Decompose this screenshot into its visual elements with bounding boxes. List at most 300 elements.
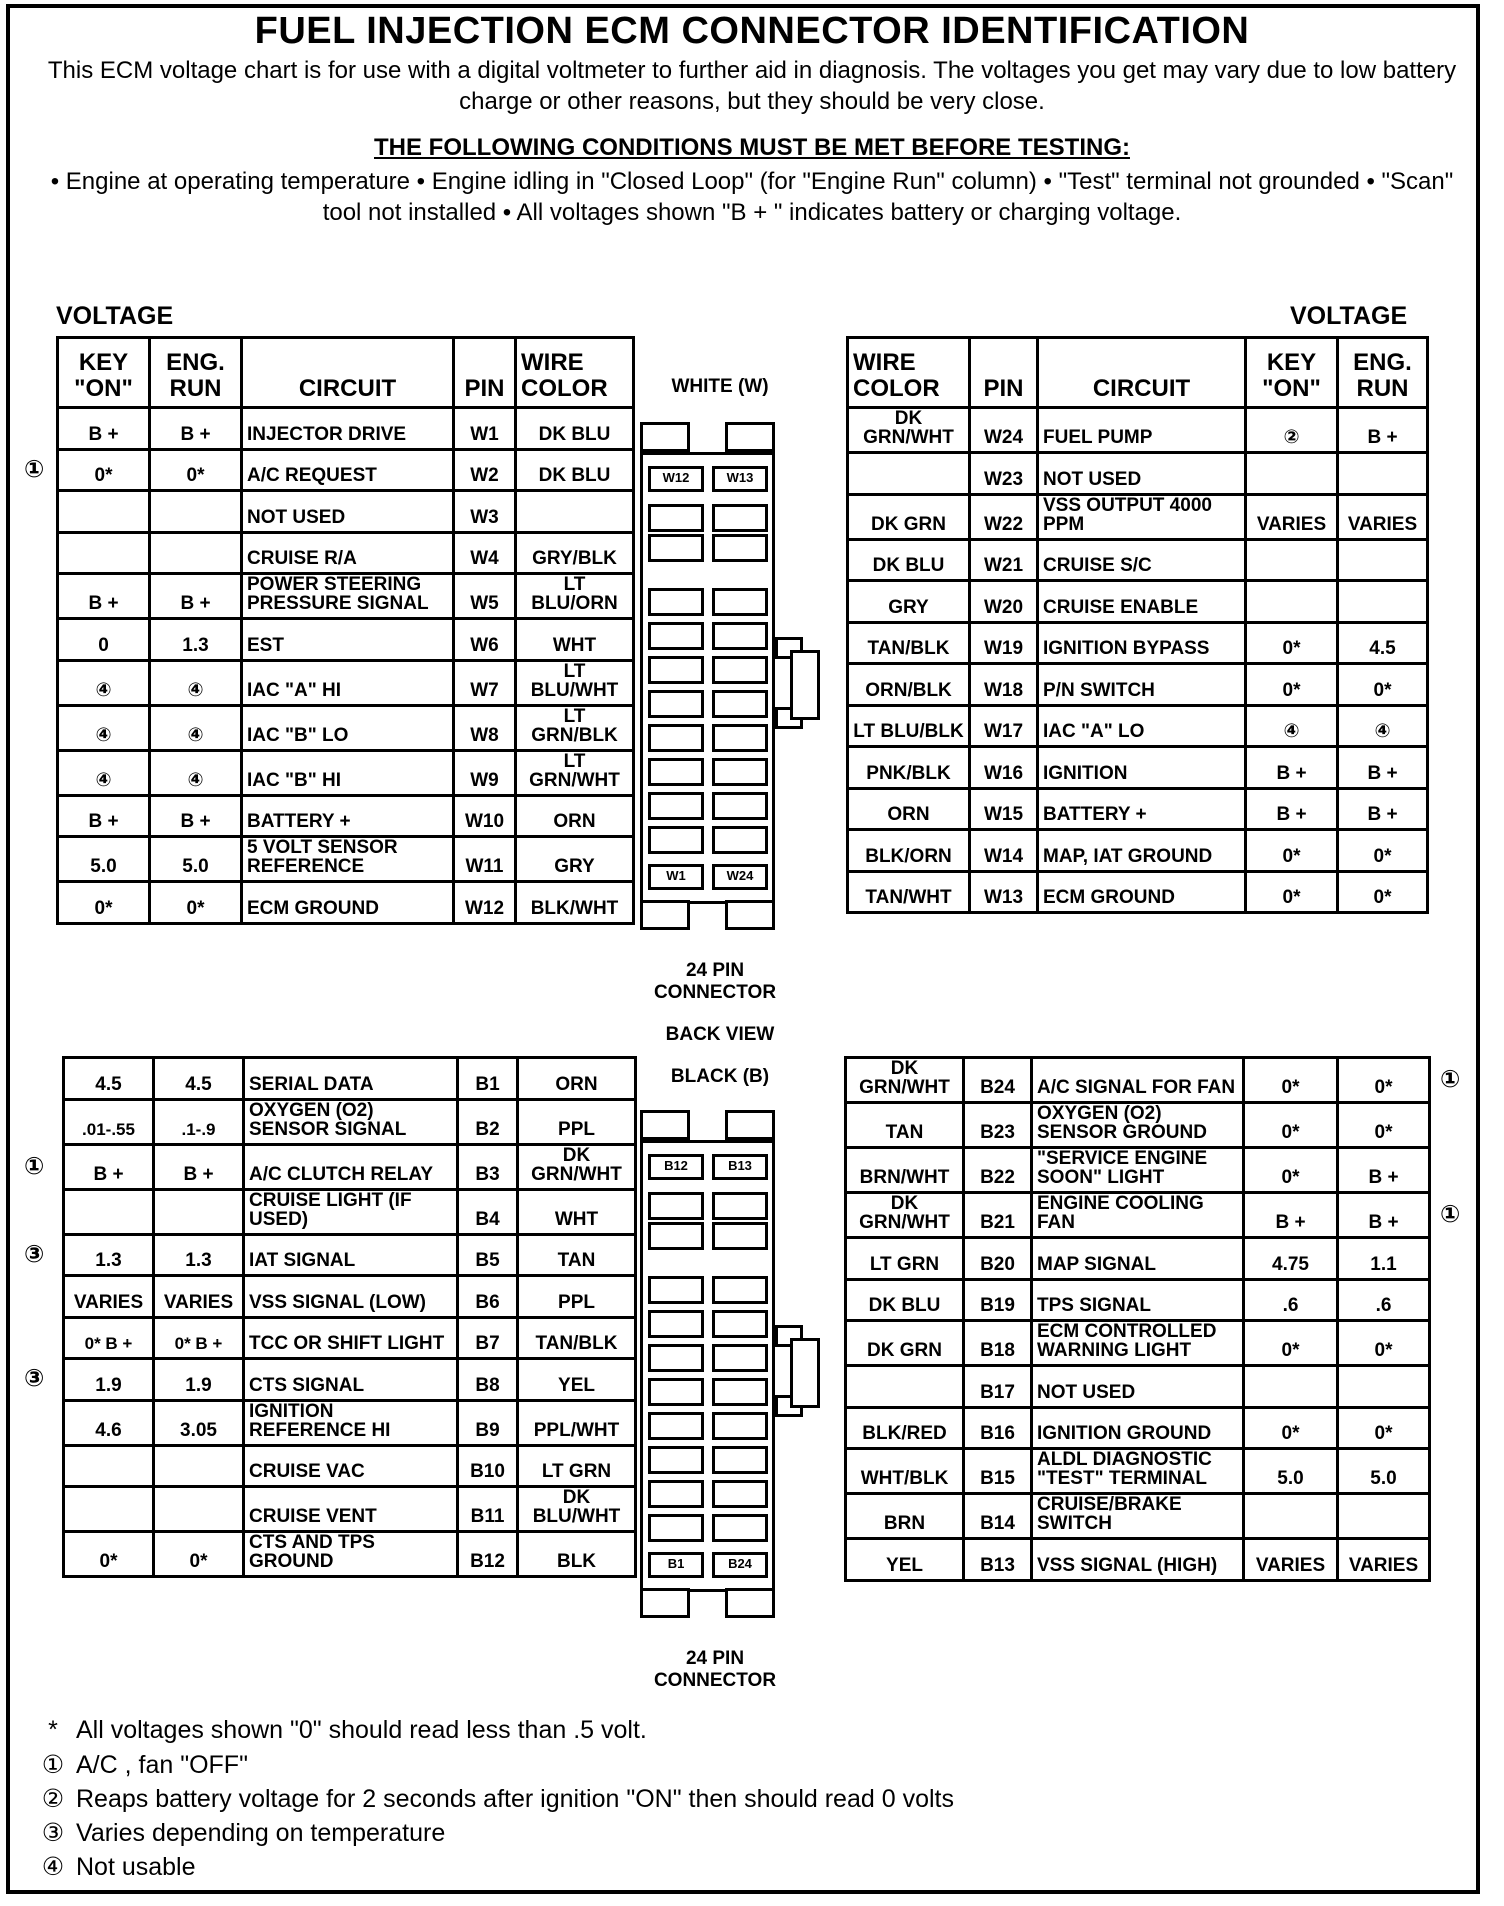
cell-wire: YEL: [518, 1359, 636, 1401]
table-row: [846, 1103, 1430, 1148]
header-circuit: CIRCUIT: [1038, 338, 1246, 408]
pin-cavity: [712, 1378, 768, 1406]
cell-pin: W15: [970, 788, 1038, 830]
footnote: [30, 1818, 445, 1848]
cell-circuit: NOT USED: [242, 491, 454, 533]
cell-run: B +: [1338, 788, 1428, 830]
pin-cavity: [648, 792, 704, 820]
cavity-label: W24: [712, 864, 768, 890]
cell-key: 4.5: [64, 1058, 154, 1100]
cell-run: 1.9: [154, 1359, 244, 1401]
cavity-label: B12: [648, 1154, 704, 1180]
pin-cavity: [712, 724, 768, 752]
cell-key: 5.0: [1244, 1449, 1338, 1494]
cell-run: .1-.9: [154, 1099, 244, 1144]
cell-wire: [516, 491, 634, 533]
cell-circuit: CRUISE S/C: [1038, 539, 1246, 581]
cell-pin: W22: [970, 494, 1038, 539]
cell-pin: W19: [970, 622, 1038, 664]
cell-pin: W12: [454, 882, 516, 924]
table-row: [64, 1099, 636, 1144]
cell-pin: W13: [970, 871, 1038, 913]
cell-circuit: VSS SIGNAL (HIGH): [1032, 1539, 1244, 1581]
cell-pin: W24: [970, 408, 1038, 453]
cell-circuit: IGNITION: [1038, 747, 1246, 789]
pin-cavity: [648, 690, 704, 718]
cell-key: B +: [1244, 1193, 1338, 1238]
cell-pin: B13: [964, 1539, 1032, 1581]
cell-wire: DK GRN/WHT: [848, 408, 970, 453]
cell-wire: BLK/WHT: [516, 882, 634, 924]
cell-run: ④: [150, 750, 242, 795]
table-row: [58, 795, 634, 837]
cell-wire: DK GRN: [848, 494, 970, 539]
cell-circuit: 5 VOLT SENSOR REFERENCE: [242, 837, 454, 882]
pin-cavity: [712, 588, 768, 616]
cell-run: [1338, 453, 1428, 495]
cell-wire: PNK/BLK: [848, 747, 970, 789]
cell-wire: LT BLU/ORN: [516, 574, 634, 619]
cell-run: B +: [1338, 1148, 1430, 1193]
table-row: [848, 539, 1428, 581]
cell-key: 0*: [64, 1532, 154, 1577]
header-key-on: KEY "ON": [1246, 338, 1338, 408]
cell-wire: GRY: [848, 581, 970, 623]
black-connector-pin-caption: 24 PIN CONNECTOR: [653, 1648, 777, 1691]
table-row: [846, 1494, 1430, 1539]
cell-circuit: CRUISE/BRAKE SWITCH: [1032, 1494, 1244, 1539]
back-view-label: BACK VIEW: [665, 1024, 775, 1045]
cavity-label: W13: [712, 466, 768, 492]
table-row: [58, 705, 634, 750]
cell-run: 0*: [1338, 1058, 1430, 1103]
cell-circuit: IAT SIGNAL: [244, 1234, 458, 1276]
conditions-heading: THE FOLLOWING CONDITIONS MUST BE MET BEFORE TESTING:: [374, 134, 1130, 161]
cell-wire: LT GRN: [518, 1445, 636, 1487]
header-pin: PIN: [970, 338, 1038, 408]
cell-wire: BLK: [518, 1532, 636, 1577]
cell-run: 0*: [1338, 1321, 1430, 1366]
cell-circuit: IAC "B" LO: [242, 705, 454, 750]
cell-pin: B5: [458, 1234, 518, 1276]
cell-run: VARIES: [1338, 494, 1428, 539]
table-row: [846, 1058, 1430, 1103]
cell-circuit: P/N SWITCH: [1038, 664, 1246, 706]
cell-run: B +: [1338, 408, 1428, 453]
footnote-symbol: ④: [41, 1853, 65, 1881]
pin-cavity: [648, 1222, 704, 1250]
cell-wire: DK GRN/WHT: [846, 1193, 964, 1238]
cell-run: [154, 1189, 244, 1234]
cell-circuit: CRUISE LIGHT (IF USED): [244, 1189, 458, 1234]
conditions-text: • Engine at operating temperature • Engine idling in "Closed Loop" (for "Engine Run" column) • "Test" terminal not grounded • "Scan" tool not installed • All voltages shown "B + " indicates battery or charging voltage.: [50, 168, 1454, 226]
pin-cavity: [648, 1344, 704, 1372]
cell-pin: W10: [454, 795, 516, 837]
cell-circuit: EST: [242, 619, 454, 661]
cell-wire: TAN: [518, 1234, 636, 1276]
table-row: [64, 1276, 636, 1318]
cell-circuit: MAP, IAT GROUND: [1038, 830, 1246, 872]
table-row: [58, 491, 634, 533]
table-row: [848, 622, 1428, 664]
cell-run: 3.05: [154, 1400, 244, 1445]
cell-run: B +: [154, 1144, 244, 1189]
pin-cavity: [712, 792, 768, 820]
footnote: [30, 1852, 196, 1882]
table-row: [58, 574, 634, 619]
footnote-symbol: ③: [41, 1819, 65, 1847]
black-connector-caption: BLACK (B): [670, 1066, 770, 1087]
pin-cavity: [712, 1222, 768, 1250]
black-connector-diagram: [640, 1110, 840, 1640]
cell-circuit: TPS SIGNAL: [1032, 1279, 1244, 1321]
table-row: [848, 494, 1428, 539]
connector-tab: [725, 1588, 775, 1618]
cell-wire: BLK/RED: [846, 1407, 964, 1449]
white-left-table: [56, 336, 635, 925]
pin-cavity: [648, 622, 704, 650]
cell-pin: W9: [454, 750, 516, 795]
page-title: FUEL INJECTION ECM CONNECTOR IDENTIFICATION: [254, 10, 1250, 52]
cell-run: 0*: [1338, 830, 1428, 872]
cell-run: B +: [1338, 1193, 1430, 1238]
cavity-label: W12: [648, 466, 704, 492]
white-connector-caption: WHITE (W): [671, 376, 769, 397]
pin-cavity: [712, 758, 768, 786]
table-row: [64, 1189, 636, 1234]
pin-cavity: [712, 504, 768, 532]
cell-key: B +: [1246, 747, 1338, 789]
cell-run: ④: [1338, 705, 1428, 747]
cell-key: 0*: [58, 449, 150, 491]
cell-key: ④: [58, 660, 150, 705]
pin-cavity: [648, 1276, 704, 1304]
cell-circuit: SERIAL DATA: [244, 1058, 458, 1100]
cell-pin: B1: [458, 1058, 518, 1100]
cell-circuit: OXYGEN (O2) SENSOR SIGNAL: [244, 1099, 458, 1144]
table-row: [846, 1148, 1430, 1193]
cell-key: 4.75: [1244, 1238, 1338, 1280]
cell-key: 0*: [1244, 1058, 1338, 1103]
header-wire-color: WIRE COLOR: [516, 338, 634, 408]
cell-wire: BRN: [846, 1494, 964, 1539]
cell-pin: B24: [964, 1058, 1032, 1103]
cell-wire: DK BLU: [846, 1279, 964, 1321]
cell-key: [64, 1445, 154, 1487]
cell-circuit: CRUISE VENT: [244, 1487, 458, 1532]
cell-circuit: FUEL PUMP: [1038, 408, 1246, 453]
cell-wire: BRN/WHT: [846, 1148, 964, 1193]
cell-wire: LT GRN/BLK: [516, 705, 634, 750]
cell-key: 0*: [1246, 830, 1338, 872]
cell-key: 1.3: [64, 1234, 154, 1276]
cell-pin: W5: [454, 574, 516, 619]
cell-pin: B3: [458, 1144, 518, 1189]
cell-run: 0*: [1338, 1407, 1430, 1449]
pin-cavity: [648, 588, 704, 616]
table-row: [848, 788, 1428, 830]
connector-tab: [725, 422, 775, 452]
cell-key: ②: [1246, 408, 1338, 453]
cell-wire: ORN/BLK: [848, 664, 970, 706]
cell-wire: DK BLU: [516, 449, 634, 491]
cell-key: VARIES: [1244, 1539, 1338, 1581]
note-marker: ①: [1440, 1065, 1461, 1093]
cell-pin: B6: [458, 1276, 518, 1318]
cell-key: VARIES: [64, 1276, 154, 1318]
cell-circuit: CRUISE R/A: [242, 532, 454, 574]
cell-wire: TAN/BLK: [848, 622, 970, 664]
table-row: [846, 1321, 1430, 1366]
pin-cavity: [712, 622, 768, 650]
cell-wire: DK GRN/WHT: [518, 1144, 636, 1189]
cell-run: B +: [1338, 747, 1428, 789]
table-row: [848, 871, 1428, 913]
black-left-table: [62, 1056, 637, 1578]
cell-pin: W21: [970, 539, 1038, 581]
cell-pin: B12: [458, 1532, 518, 1577]
cell-key: 0*: [1246, 622, 1338, 664]
cell-key: [1246, 453, 1338, 495]
cell-pin: W17: [970, 705, 1038, 747]
cell-pin: B4: [458, 1189, 518, 1234]
cell-circuit: VSS SIGNAL (LOW): [244, 1276, 458, 1318]
cell-run: [1338, 1366, 1430, 1408]
cell-wire: DK GRN: [846, 1321, 964, 1366]
connector-tab: [640, 900, 690, 930]
cell-run: 5.0: [150, 837, 242, 882]
cell-wire: [846, 1366, 964, 1408]
footnote-text: A/C , fan "OFF": [76, 1751, 248, 1779]
footnote: [30, 1750, 248, 1780]
cell-key: ④: [1246, 705, 1338, 747]
cell-pin: B23: [964, 1103, 1032, 1148]
header-eng-run: ENG. RUN: [1338, 338, 1428, 408]
table-row: [58, 660, 634, 705]
cell-key: 0*: [1244, 1148, 1338, 1193]
cell-run: ④: [150, 705, 242, 750]
table-row: [64, 1317, 636, 1359]
pin-cavity: [648, 504, 704, 532]
cell-run: B +: [150, 574, 242, 619]
note-marker: ③: [24, 1365, 45, 1392]
cell-key: 5.0: [58, 837, 150, 882]
cell-circuit: POWER STEERING PRESSURE SIGNAL: [242, 574, 454, 619]
table-row: [846, 1193, 1430, 1238]
cell-pin: W23: [970, 453, 1038, 495]
footnote: [30, 1716, 647, 1745]
cell-run: [1338, 539, 1428, 581]
cell-run: [1338, 581, 1428, 623]
cell-key: [64, 1189, 154, 1234]
cell-key: 0*: [1244, 1103, 1338, 1148]
cell-circuit: "SERVICE ENGINE SOON" LIGHT: [1032, 1148, 1244, 1193]
cell-key: [1246, 581, 1338, 623]
cell-circuit: TCC OR SHIFT LIGHT: [244, 1317, 458, 1359]
cell-wire: LT BLU/BLK: [848, 705, 970, 747]
pin-cavity: [712, 1514, 768, 1542]
header-wire-color: WIRE COLOR: [848, 338, 970, 408]
cell-wire: DK GRN/WHT: [846, 1058, 964, 1103]
cell-wire: LT GRN/WHT: [516, 750, 634, 795]
cell-run: VARIES: [1338, 1539, 1430, 1581]
table-row: [58, 619, 634, 661]
pin-cavity: [648, 826, 704, 854]
cell-run: 4.5: [1338, 622, 1428, 664]
cell-circuit: BATTERY +: [1038, 788, 1246, 830]
cell-run: [150, 491, 242, 533]
voltage-label-right: VOLTAGE: [1290, 302, 1408, 330]
footnote-symbol: ①: [41, 1751, 65, 1779]
pin-cavity: [648, 656, 704, 684]
cell-key: 0* B +: [64, 1317, 154, 1359]
cell-wire: GRY/BLK: [516, 532, 634, 574]
cell-circuit: ECM GROUND: [242, 882, 454, 924]
cell-pin: W18: [970, 664, 1038, 706]
pin-cavity: [712, 1480, 768, 1508]
note-marker: ①: [1440, 1200, 1461, 1228]
cell-wire: YEL: [846, 1539, 964, 1581]
table-row: [64, 1359, 636, 1401]
cell-circuit: ECM CONTROLLED WARNING LIGHT: [1032, 1321, 1244, 1366]
table-row: [846, 1407, 1430, 1449]
cell-wire: [848, 453, 970, 495]
cavity-label: B1: [648, 1552, 704, 1578]
cell-circuit: CTS SIGNAL: [244, 1359, 458, 1401]
table-row: [64, 1487, 636, 1532]
cell-key: 0*: [58, 882, 150, 924]
cell-run: 0*: [1338, 664, 1428, 706]
white-connector-diagram: [640, 422, 840, 952]
cell-run: 0*: [154, 1532, 244, 1577]
table-row: [58, 532, 634, 574]
pin-cavity: [648, 1378, 704, 1406]
cell-key: [1244, 1494, 1338, 1539]
cell-pin: W2: [454, 449, 516, 491]
header-pin: PIN: [454, 338, 516, 408]
cell-run: 1.1: [1338, 1238, 1430, 1280]
cell-wire: PPL/WHT: [518, 1400, 636, 1445]
table-row: [64, 1234, 636, 1276]
cell-wire: DK BLU: [516, 408, 634, 450]
table-row: [846, 1539, 1430, 1581]
cell-circuit: NOT USED: [1032, 1366, 1244, 1408]
cell-circuit: ECM GROUND: [1038, 871, 1246, 913]
cell-circuit: ALDL DIAGNOSTIC "TEST" TERMINAL: [1032, 1449, 1244, 1494]
cell-run: ④: [150, 660, 242, 705]
cell-run: 1.3: [150, 619, 242, 661]
pin-cavity: [712, 826, 768, 854]
cell-pin: B17: [964, 1366, 1032, 1408]
cell-pin: W20: [970, 581, 1038, 623]
cell-pin: B20: [964, 1238, 1032, 1280]
cell-wire: DK BLU/WHT: [518, 1487, 636, 1532]
cavity-label: W1: [648, 864, 704, 890]
cell-key: 0*: [1244, 1321, 1338, 1366]
white-connector-pin-caption: 24 PIN CONNECTOR: [653, 960, 777, 1003]
cell-pin: B14: [964, 1494, 1032, 1539]
cell-run: [154, 1445, 244, 1487]
cell-key: 0*: [1246, 664, 1338, 706]
cell-run: B +: [150, 408, 242, 450]
table-row: [848, 747, 1428, 789]
cell-circuit: NOT USED: [1038, 453, 1246, 495]
pin-cavity: [712, 1276, 768, 1304]
note-marker: ①: [24, 456, 45, 483]
cell-key: .01-.55: [64, 1099, 154, 1144]
cell-circuit: IGNITION GROUND: [1032, 1407, 1244, 1449]
cell-pin: W3: [454, 491, 516, 533]
cell-pin: B22: [964, 1148, 1032, 1193]
cell-pin: B19: [964, 1279, 1032, 1321]
cell-circuit: IGNITION REFERENCE HI: [244, 1400, 458, 1445]
cell-run: 0* B +: [154, 1317, 244, 1359]
table-row: [846, 1449, 1430, 1494]
pin-cavity: [648, 724, 704, 752]
connector-latch: [790, 1338, 820, 1408]
footnote-symbol: ②: [41, 1785, 65, 1813]
cell-circuit: IAC "A" LO: [1038, 705, 1246, 747]
connector-latch: [790, 650, 820, 720]
cell-key: VARIES: [1246, 494, 1338, 539]
cell-pin: W11: [454, 837, 516, 882]
cell-pin: W14: [970, 830, 1038, 872]
cell-wire: DK BLU: [848, 539, 970, 581]
cell-pin: B9: [458, 1400, 518, 1445]
cell-key: [58, 532, 150, 574]
header-circuit: CIRCUIT: [242, 338, 454, 408]
cell-pin: B2: [458, 1099, 518, 1144]
cell-pin: W4: [454, 532, 516, 574]
pin-cavity: [712, 690, 768, 718]
cell-key: B +: [58, 795, 150, 837]
cell-pin: W16: [970, 747, 1038, 789]
connector-tab: [640, 1588, 690, 1618]
cell-key: B +: [58, 408, 150, 450]
cell-wire: BLK/ORN: [848, 830, 970, 872]
cell-circuit: CTS AND TPS GROUND: [244, 1532, 458, 1577]
cell-run: [1338, 1494, 1430, 1539]
cell-key: 0*: [1244, 1407, 1338, 1449]
cell-circuit: A/C CLUTCH RELAY: [244, 1144, 458, 1189]
table-row: [848, 453, 1428, 495]
table-row: [848, 830, 1428, 872]
pin-cavity: [712, 534, 768, 562]
cell-circuit: VSS OUTPUT 4000 PPM: [1038, 494, 1246, 539]
pin-cavity: [712, 656, 768, 684]
cell-key: 4.6: [64, 1400, 154, 1445]
table-row: [848, 408, 1428, 453]
table-row: [846, 1279, 1430, 1321]
cell-circuit: ENGINE COOLING FAN: [1032, 1193, 1244, 1238]
pin-cavity: [712, 1412, 768, 1440]
cell-circuit: INJECTOR DRIVE: [242, 408, 454, 450]
voltage-label-left: VOLTAGE: [56, 302, 174, 330]
cell-pin: B11: [458, 1487, 518, 1532]
pin-cavity: [712, 1192, 768, 1220]
table-row: [58, 882, 634, 924]
cell-wire: TAN/WHT: [848, 871, 970, 913]
cell-wire: ORN: [516, 795, 634, 837]
cell-pin: B10: [458, 1445, 518, 1487]
table-row: [64, 1445, 636, 1487]
cell-circuit: IAC "A" HI: [242, 660, 454, 705]
table-row: [846, 1238, 1430, 1280]
table-row: [64, 1058, 636, 1100]
cell-run: 0*: [1338, 871, 1428, 913]
connector-tab: [725, 900, 775, 930]
footnote-text: Varies depending on temperature: [76, 1819, 446, 1847]
